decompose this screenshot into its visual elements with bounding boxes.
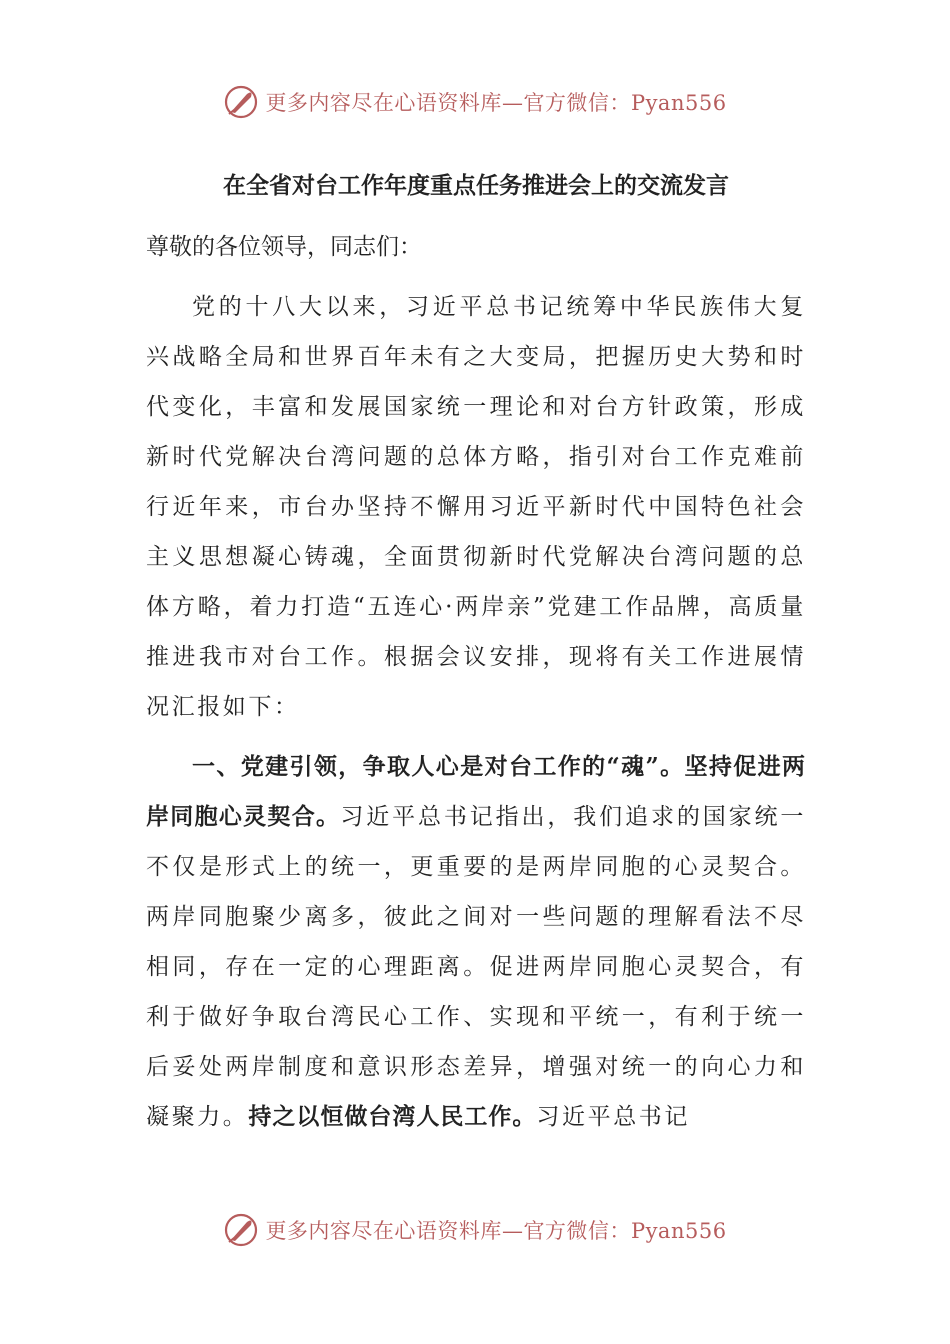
watermark-text: 更多内容尽在心语资料库—官方微信：Pyan556 bbox=[265, 1219, 727, 1243]
watermark-banner-bottom bbox=[0, 1210, 950, 1250]
section-text: 习近平总书记指出，我们追求的国家统一不仅是形式上的统一，更重要的是两岸同胞的心灵契合。两岸同胞聚少离多，彼此之间对一些问题的理解看法不尽相同，存在一定的心理距离。促进两岸同胞心灵契合，有利于做好争取台湾民心工作、实现和平统一，有利于统一后妥处两岸制度和意识形态差异，增强对统一的向心力和凝聚力。 bbox=[146, 804, 806, 1130]
watermark-banner-top bbox=[0, 82, 950, 122]
paragraph-section-one bbox=[146, 742, 806, 1142]
quill-pen-logo-icon bbox=[223, 1212, 259, 1248]
document-body bbox=[146, 170, 806, 1142]
document-title: 在全省对台工作年度重点任务推进会上的交流发言 bbox=[223, 172, 729, 199]
section-tail: 习近平总书记 bbox=[536, 1104, 691, 1130]
quill-pen-logo-icon bbox=[223, 84, 259, 120]
watermark-text: 更多内容尽在心语资料库—官方微信：Pyan556 bbox=[265, 91, 727, 115]
section-subheading: 持之以恒做台湾人民工作。 bbox=[248, 1103, 537, 1130]
section-heading: 一、党建引领，争取人心是对台工作的“魂”。坚持促进两岸同胞心灵契合。 bbox=[146, 753, 806, 830]
paragraph-intro: 党的十八大以来，习近平总书记统筹中华民族伟大复兴战略全局和世界百年未有之大变局，把握历史大势和时代变化，丰富和发展国家统一理论和对台方针政策，形成新时代党解决台湾问题的总体方略，指引对台工作克难前行近年来，市台办坚持不懈用习近平新时代中国特色社会主义思想凝心铸魂，全面贯彻新时代党解决台湾问题的总体方略，着力打造“五连心·两岸亲”党建工作品牌，高质量推进我市对台工作。根据会议安排，现将有关工作进展情况汇报如下： bbox=[146, 294, 806, 720]
greeting: 尊敬的各位领导，同志们： bbox=[146, 234, 422, 260]
